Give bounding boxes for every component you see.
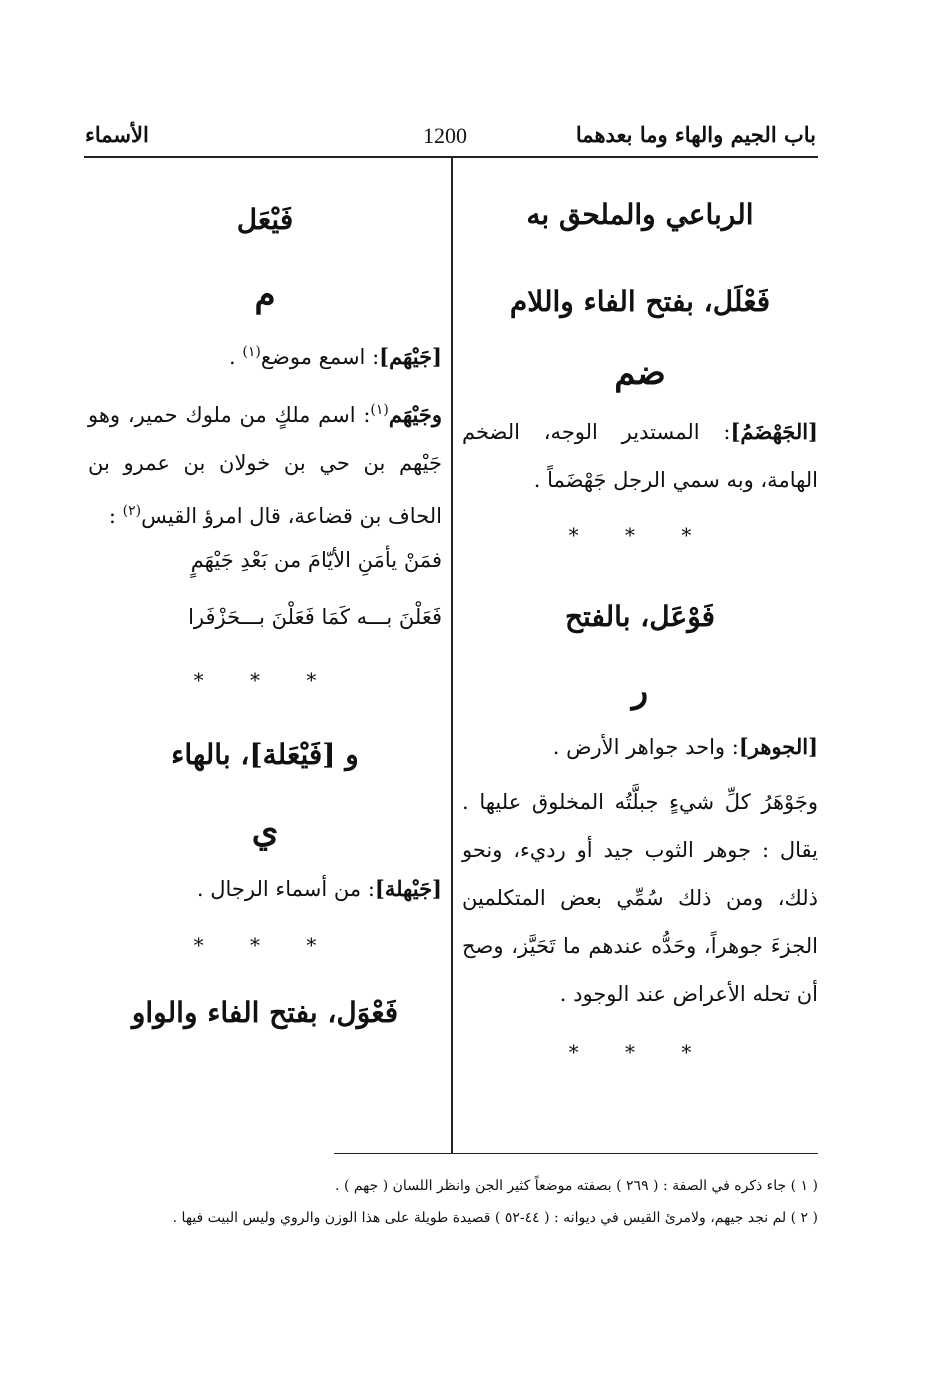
entry-end: .: [229, 345, 243, 369]
entry-text: : اسم ملكٍ من ملوك حمير، وهو جَيْهم بن حي بن خولان بن عمرو بن الحاف بن قضاعة، قال امرؤ القيس: [88, 403, 442, 528]
footnote-ref[interactable]: (١): [370, 402, 389, 418]
entry-term: [الجوهر]: [738, 734, 818, 759]
entry-paragraph: [88, 386, 442, 540]
footnote-ref[interactable]: (١): [242, 344, 261, 360]
entry-paragraph: وجَوْهَرُ كلِّ شيءٍ جبلَّتُه المخلوق عليها . يقال : جوهر الثوب جيد أو رديء، ونحو ذلك، ومن ذلك سُمِّي بعض المتكلمين الجزءَ جوهراً، وحَدُّه عندهم ما تَحَيَّز، وصح أن تحله الأعراض عند الوجود .: [462, 790, 818, 1006]
entry-paragraph: [88, 328, 442, 381]
entry-term: وجَيْهَم: [388, 402, 442, 427]
entry-paragraph: [462, 723, 818, 771]
left-column: [88, 158, 442, 1148]
section-title: الأسماء: [85, 122, 149, 147]
root-letters: ي: [251, 811, 279, 851]
entry-text: : من أسماء الرجال .: [196, 877, 375, 901]
root-letters: م: [254, 275, 276, 315]
root-letters: ر: [631, 671, 649, 711]
pattern-heading: فَوْعَل، بالفتح: [564, 600, 716, 633]
pattern-heading: و [فَيْعَلة]، بالهاء: [171, 738, 359, 771]
entry-end: :: [108, 504, 123, 528]
root-letters: ضم: [614, 353, 666, 393]
entry-text: : اسمع موضع: [260, 345, 380, 369]
pattern-heading: فَعْوَل، بفتح الفاء والواو: [131, 996, 399, 1029]
separator-stars: * * *: [568, 1040, 712, 1064]
pattern-heading: فَيْعَل: [236, 203, 294, 236]
entry-text: : واحد جواهر الأرض .: [552, 735, 739, 759]
separator-stars: * * *: [193, 668, 337, 692]
column-divider: [451, 158, 453, 1153]
entry-paragraph: [462, 408, 818, 504]
poem-verse: فَعَلْنَ بـــه كَمَا فَعَلْنَ بـــحَزْفَرا: [188, 605, 442, 629]
footnote-ref[interactable]: (٢): [122, 503, 142, 519]
entry-paragraph: [88, 865, 442, 913]
right-column: [462, 158, 818, 1148]
entry-term: [جَيْهَم]: [379, 344, 442, 369]
footnote: ( ١ ) جاء ذكره في الصفة : ( ٢٦٩ ) بصفته موضعاً كثير الجن وانظر اللسان ( جهم ) .: [335, 1178, 818, 1194]
poem-verse: فمَنْ يأمَنِ الأيّامَ من بَعْدِ جَيْهَمٍ: [190, 548, 442, 572]
heading: الرباعي والملحق به: [526, 198, 754, 231]
separator-stars: * * *: [568, 523, 712, 547]
entry-term: [الجَهْضَمُ]: [730, 419, 818, 444]
pattern-heading: فَعْلَل، بفتح الفاء واللام: [509, 285, 771, 318]
footnote: ( ٢ ) لم نجد جيهم، ولامرئ القيس في ديوانه : ( ٤٤-٥٢ ) قصيدة طويلة على هذا الوزن والروي وليس البيت فيها .: [172, 1210, 818, 1226]
footnote-rule: [334, 1153, 818, 1154]
entry-term: [جَيْهلة]: [374, 876, 442, 901]
entry-text: : المستدير الوجه، الضخم الهامة، وبه سمي الرجل جَهْضَماً .: [462, 420, 818, 492]
page-number: 1200: [423, 123, 467, 148]
chapter-title: باب الجيم والهاء وما بعدهما: [575, 122, 816, 147]
separator-stars: * * *: [193, 933, 337, 957]
